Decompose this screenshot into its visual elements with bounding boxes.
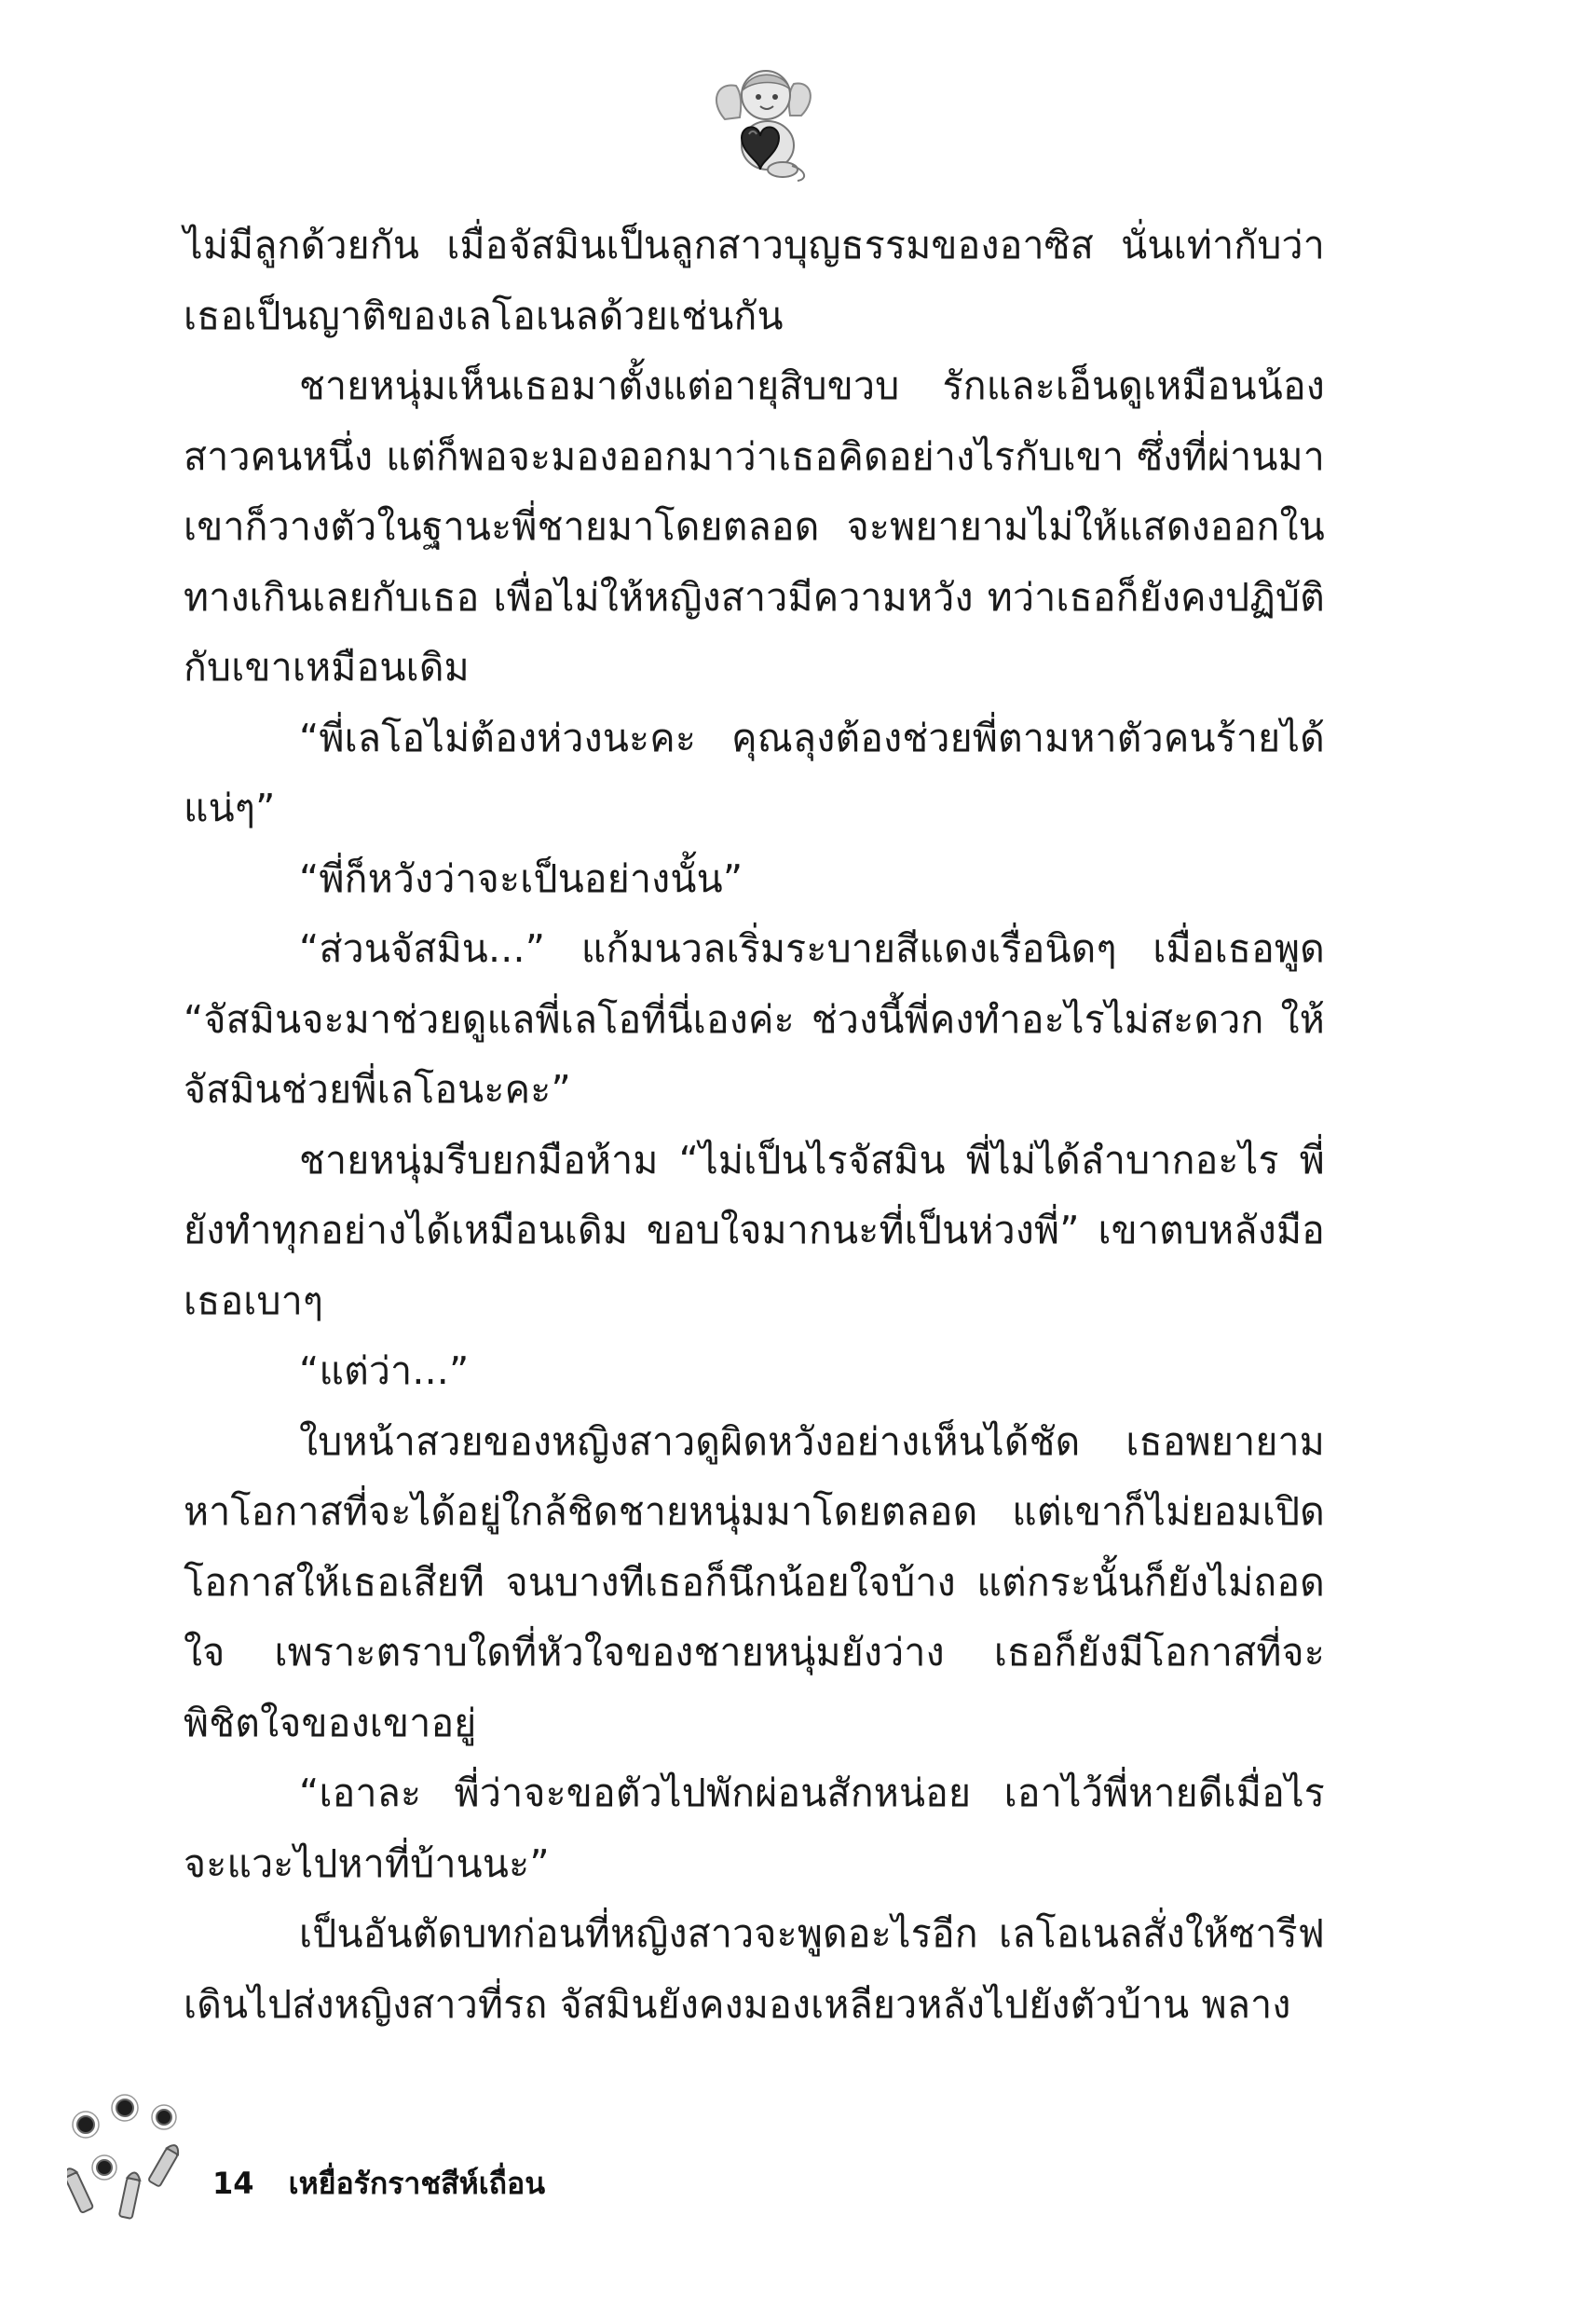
paragraph: ไม่มีลูกด้วยกัน เมื่อจัสมินเป็นลูกสาวบุญธรรมของอาซิส นั่นเท่ากับว่าเธอเป็นญาติของเลโอเนลด้วยเช่นกัน <box>184 223 1325 338</box>
cupid-with-heart-icon <box>708 65 820 186</box>
paragraph: “พี่เลโอไม่ต้องห่วงนะคะ คุณลุงต้องช่วยพี่ตามหาตัวคนร้ายได้แน่ๆ” <box>184 715 1325 830</box>
book-title: เหยื่อรักราชสีห์เถื่อน <box>288 2166 546 2201</box>
page-footer <box>0 2069 1596 2255</box>
paragraph: “ส่วนจัสมิน...” แก้มนวลเริ่มระบายสีแดงเรื่อนิดๆ เมื่อเธอพูด “จัสมินจะมาช่วยดูแลพี่เลโอที่นี่เองค่ะ ช่วงนี้พี่คงทำอะไรไม่สะดวก ให้จัสมินช่วยพี่เลโอนะคะ” <box>184 926 1325 1112</box>
paragraph: ชายหนุ่มรีบยกมือห้าม “ไม่เป็นไรจัสมิน พี่ไม่ได้ลำบากอะไร พี่ยังทำทุกอย่างได้เหมือนเดิม ขอบใจมากนะที่เป็นห่วงพี่” เขาตบหลังมือเธอเบาๆ <box>184 1137 1325 1323</box>
paragraph: ชายหนุ่มเห็นเธอมาตั้งแต่อายุสิบขวบ รักและเอ็นดูเหมือนน้องสาวคนหนึ่ง แต่ก็พอจะมองออกมาว่าเธอคิดอย่างไรกับเขา ซึ่งที่ผ่านมาเขาก็วางตัวในฐานะพี่ชายมาโดยตลอด จะพยายามไม่ให้แสดงออกในทางเกินเลยกับเธอ เพื่อไม่ให้หญิงสาวมีความหวัง ทว่าเธอก็ยังคงปฏิบัติกับเขาเหมือนเดิม <box>184 363 1325 690</box>
paragraph: “แต่ว่า...” <box>299 1348 470 1393</box>
body-text <box>184 211 1325 2040</box>
footer-text <box>212 2160 545 2208</box>
page-number: 14 <box>212 2166 254 2201</box>
paragraph: เป็นอันตัดบทก่อนที่หญิงสาวจะพูดอะไรอีก เลโอเนลสั่งให้ซารีฟเดินไปส่งหญิงสาวที่รถ จัสมินยังคงมองเหลียวหลังไปยังตัวบ้าน พลาง <box>184 1911 1325 2027</box>
bullets-and-holes-icon <box>67 2087 207 2255</box>
paragraph: “พี่ก็หวังว่าจะเป็นอย่างนั้น” <box>299 855 743 901</box>
paragraph: ใบหน้าสวยของหญิงสาวดูผิดหวังอย่างเห็นได้ชัด เธอพยายามหาโอกาสที่จะได้อยู่ใกล้ชิดชายหนุ่มมาโดยตลอด แต่เขาก็ไม่ยอมเปิดโอกาสให้เธอเสียที จนบางทีเธอก็นึกน้อยใจบ้าง แต่กระนั้นก็ยังไม่ถอดใจ เพราะตราบใดที่หัวใจของชายหนุ่มยังว่าง เธอก็ยังมีโอกาสที่จะพิชิตใจของเขาอยู่ <box>184 1418 1325 1745</box>
paragraph: “เอาละ พี่ว่าจะขอตัวไปพักผ่อนสักหน่อย เอาไว้พี่หายดีเมื่อไรจะแวะไปหาที่บ้านนะ” <box>184 1771 1325 1886</box>
header-ornament <box>0 0 1596 205</box>
